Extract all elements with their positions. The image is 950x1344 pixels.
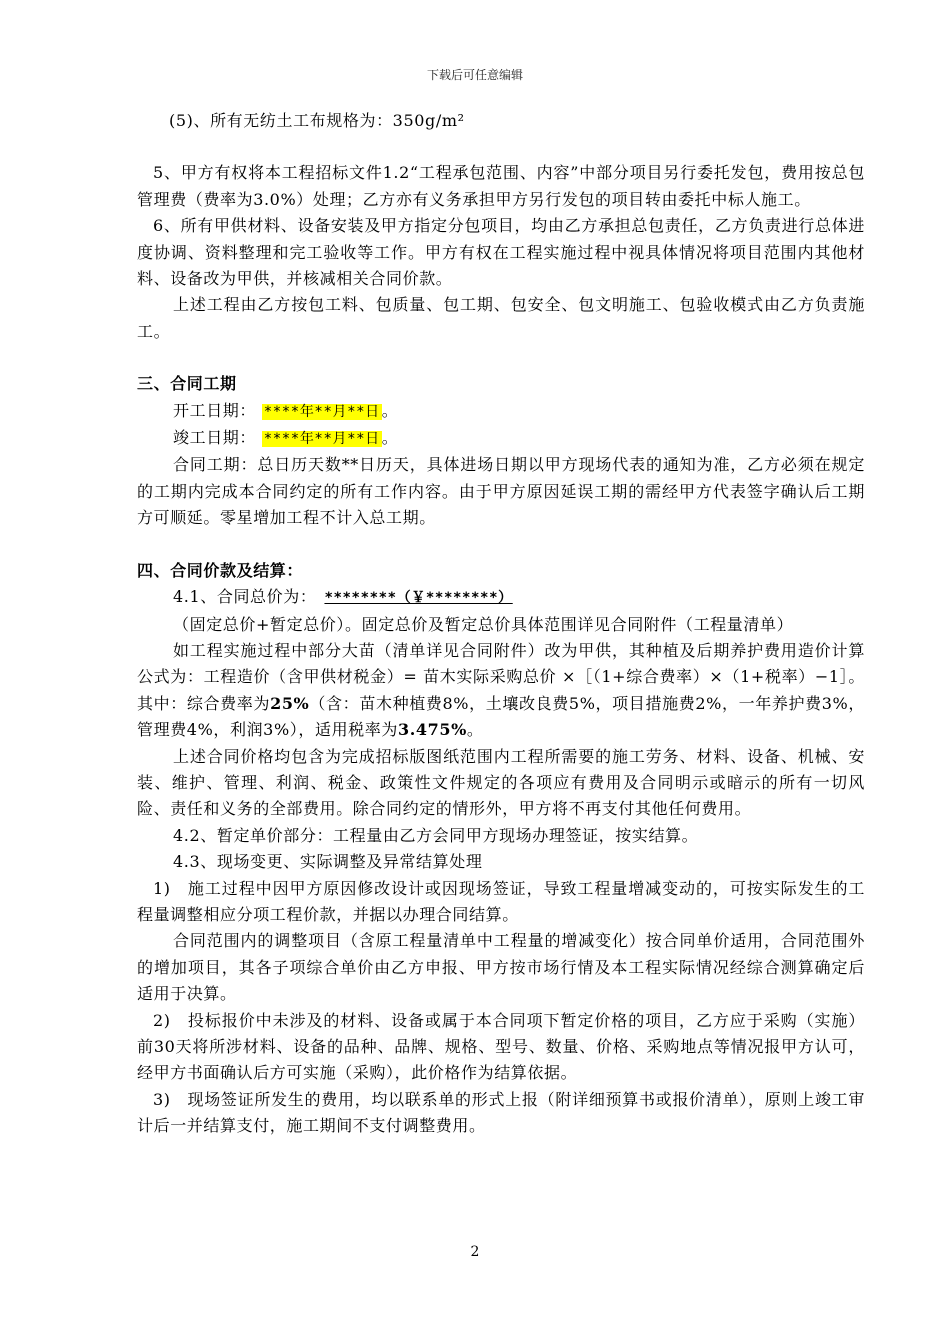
start-date-line xyxy=(137,398,865,425)
paragraph: 1) 施工过程中因甲方原因修改设计或因现场签证，导致工程量增减变动的，可按实际发生的工程量调整相应分项工程价款，并据以办理合同结算。 xyxy=(137,878,865,924)
paragraph: 上述工程由乙方按包工料、包质量、包工期、包安全、包文明施工、包验收模式由乙方负责施工。 xyxy=(137,295,865,341)
paragraph: 合同范围内的调整项目（含原工程量清单中工程量的增减变化）按合同单价适用，合同范围外的增加项目，其各子项综合单价由乙方申报、甲方按市场行情及本工程实际情况经综合测算确定后适用于决算。 xyxy=(137,931,865,1004)
tax-rate-value: 3.475% xyxy=(397,720,467,740)
section-heading: 四、合同价款及结算： xyxy=(137,560,304,580)
paragraph: 4.2、暂定单价部分：工程量由乙方会同甲方现场办理签证，按实结算。 xyxy=(173,825,699,845)
start-date-label: 开工日期： xyxy=(173,400,257,420)
paragraph: 5、甲方有权将本工程招标文件1.2“工程承包范围、内容”中部分项目另行委托发包，费用按总包管理费（费率为3.0%）处理；乙方亦有义务承担甲方另行发包的项目转由委托中标人施工。 xyxy=(137,163,865,209)
end-date-value: ****年**月**日 xyxy=(263,431,380,448)
text-run: （含：苗木种植费8%，土壤改良费5%，项目措施费2%，一年养护费3%，管理费4%，利润3%），适用税率为 xyxy=(137,693,865,740)
paragraph: （固定总价+暂定总价）。固定总价及暂定总价具体范围详见合同附件（工程量清单） xyxy=(173,614,794,634)
total-price-label: 4.1、合同总价为： xyxy=(173,587,317,607)
formula-paragraph xyxy=(137,638,865,744)
paragraph: 6、所有甲供材料、设备安装及甲方指定分包项目，均由乙方承担总包责任，乙方负责进行总体进度协调、资料整理和完工验收等工作。甲方有权在工程实施过程中视具体情况将项目范围内其他材料、设备改为甲供，并核减相关合同价款。 xyxy=(137,216,865,289)
paragraph: 4.3、现场变更、实际调整及异常结算处理 xyxy=(173,852,483,872)
section-heading: 三、合同工期 xyxy=(137,374,237,394)
page-header: 下载后可任意编辑 xyxy=(426,68,523,82)
text-run: 如工程实施过程中部分大苗（清单详见合同附件）改为甲供，其种植及后期养护费用造价计算公式为：工程造价（含甲供材税金）= 苗木实际采购总价 ×［（1+综合费率）×（1+税率）−1］。其中：综合费率为 xyxy=(137,640,865,713)
paragraph: 上述合同价格均包含为完成招标版图纸范围内工程所需要的施工劳务、材料、设备、机械、安装、维护、管理、利润、税金、政策性文件规定的各项应有费用及合同明示或暗示的所有一切风险、责任和义务的全部费用。除合同约定的情形外，甲方将不再支付其他任何费用。 xyxy=(137,746,865,819)
total-price-value: ********（￥********） xyxy=(324,590,513,607)
start-date-value: ****年**月**日 xyxy=(263,403,380,420)
paragraph: 合同工期：总日历天数**日历天，具体进场日期以甲方现场代表的通知为准，乙方必须在规定的工期内完成本合同约定的所有工作内容。由于甲方原因延误工期的需经甲方代表签字确认后工期方可顺延。零星增加工程不计入总工期。 xyxy=(137,455,865,528)
date-suffix: 。 xyxy=(381,428,399,448)
date-suffix: 。 xyxy=(381,400,399,420)
end-date-label: 竣工日期： xyxy=(173,428,257,448)
paragraph: 2) 投标报价中未涉及的材料、设备或属于本合同项下暂定价格的项目，乙方应于采购（实施）前30天将所涉材料、设备的品种、品牌、规格、型号、数量、价格、采购地点等情况报甲方认可，经甲方书面确认后方可实施（采购），此价格作为结算依据。 xyxy=(137,1010,865,1083)
paragraph: 3) 现场签证所发生的费用，均以联系单的形式上报（附详细预算书或报价清单），原则上竣工审计后一并结算支付，施工期间不支付调整费用。 xyxy=(137,1089,865,1136)
rate-value: 25% xyxy=(270,693,310,713)
paragraph: (5)、所有无纺土工布规格为：350g/m² xyxy=(169,111,465,130)
end-date-line xyxy=(137,425,865,452)
total-price-line xyxy=(137,584,865,611)
page-number: 2 xyxy=(470,1244,480,1260)
document-body xyxy=(137,108,865,1140)
text-run: 。 xyxy=(466,720,484,740)
